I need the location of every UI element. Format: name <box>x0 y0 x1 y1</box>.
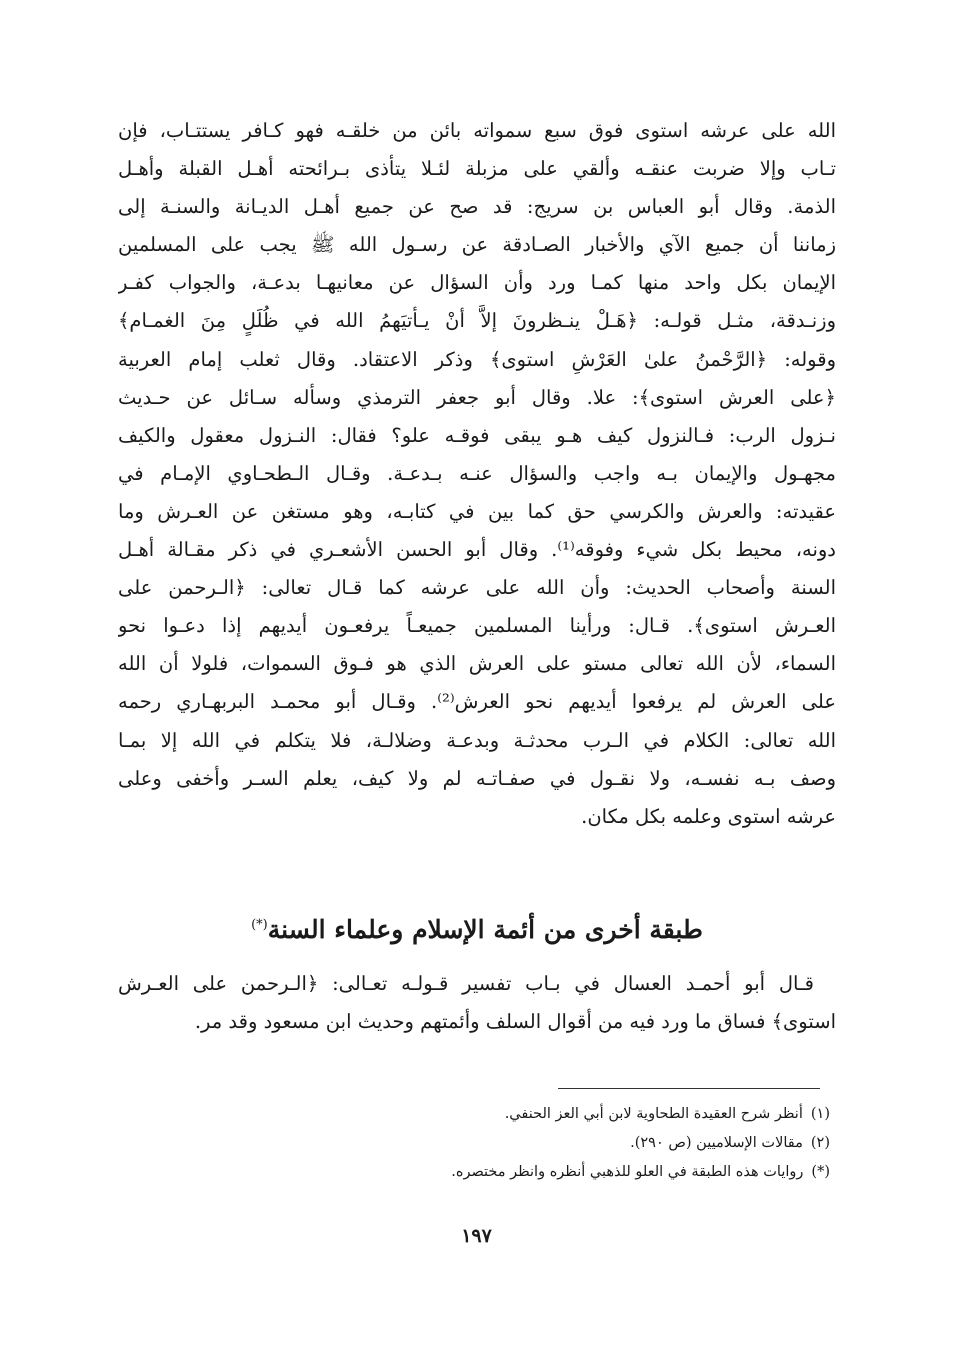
second-paragraph <box>118 965 836 1041</box>
text-line: الإيمان بكل واحد منها كمـا ورد وأن السؤال عن معانيهـا بدعـة، والجواب كفـر <box>118 271 836 295</box>
page-number: ١٩٧ <box>461 1225 492 1247</box>
text-line: مجهـول والإيمان بـه واجب والسؤال عنـه بـدعـة. وقـال الـطحـاوي الإمـام في <box>118 461 836 485</box>
text-line: دونه، محيط بكل شيء وفوقه⁽¹⁾. وقال أبو الحسن الأشعـري في ذكر مقـالة أهـل <box>118 538 836 562</box>
footnote-separator <box>558 1088 820 1089</box>
text-line: السماء، لأن الله تعالى مستو على العرش الذي هو فـوق السموات، فلولا أن الله <box>118 652 836 676</box>
text-line: عقيدته: والعرش والكرسي حق كما بين في كتابـه، وهو مستغن عن العـرش وما <box>118 499 836 523</box>
text-line: وصف بـه نفسـه، ولا نقـول في صفـاتـه لم ولا كيف، يعلم السـر وأخفى وعلى <box>118 766 836 790</box>
text-line: السنة وأصحاب الحديث: وأن الله على عرشه كما قـال تعالى: ﴿الـرحمن على <box>118 576 836 600</box>
footnote-mark: (١) <box>810 1106 830 1122</box>
text-line: الله على عرشه استوى فوق سبع سمواته بائن من خلقـه فهو كـافر يستتـاب، فإن <box>118 119 836 142</box>
heading-text: طبقة أخرى من أئمة الإسلام وعلماء السنة <box>267 915 703 944</box>
text-line: وقوله: ﴿الرَّحْمنُ علىٰ العَرْشِ استوى﴾ وذكر الاعتقاد. وقال ثعلب إمام العربية <box>118 347 836 371</box>
section-heading <box>118 908 836 952</box>
text-line: الذمة. وقال أبو العباس بن سريج: قد صح عن جميع أهـل الديـانة والسنـة إلى <box>118 195 836 219</box>
footnote-mark: (٢) <box>810 1135 830 1151</box>
footnote-2 <box>118 1129 830 1158</box>
text-line: على العرش لم يرفعوا أيديهم نحو العرش⁽²⁾. وقـال أبو محمـد البربهـاري رحمه <box>118 690 836 714</box>
text-line: وزنـدقة، مثـل قولـه: ﴿هَـلْ ينـظرونَ إلاَّ أنْ يـأتيَهمُ الله في ظُلَلٍ مِنَ الغمـام﴾ <box>118 309 836 333</box>
text-line: زماننا أن جميع الآي والأخبار الصـادقة عن رسـول الله ﷺ يجب على المسلمين <box>118 233 836 257</box>
heading-footnote-mark: (*) <box>251 917 268 933</box>
footnote-mark: (*) <box>811 1164 830 1180</box>
text-line: قـال أبو أحمـد العسال في بـاب تفسير قـولـه تعـالى: ﴿الـرحمن على العـرش <box>118 972 814 995</box>
main-paragraph <box>118 112 836 836</box>
text-line: نـزول الرب: فـالنزول كيف هـو يبقى فوقـه علو؟ فقال: النـزول معقول والكيف <box>118 423 836 447</box>
text-line: تـاب وإلا ضربت عنقـه وألقي على مزبلة لئـلا يتأذى بـرائحته أهـل القبلة وأهـل <box>118 157 836 181</box>
text-line: استوى﴾ فساق ما ورد فيه من أقوال السلف وأئمتهم وحديث ابن مسعود وقد مر. <box>194 1010 836 1034</box>
footnote-text: روايات هذه الطبقة في العلو للذهبي أنظره وانظر مختصره. <box>451 1164 804 1180</box>
text-line: الله تعالى: الكلام في الـرب محدثـة وبدعـة وضلالـة، فلا يتكلم في الله إلا بمـا <box>118 728 836 752</box>
footnote-text: أنظر شرح العقيدة الطحاوية لابن أبي العز الحنفي. <box>504 1106 803 1122</box>
footnote-1 <box>118 1100 830 1129</box>
footnotes <box>118 1100 830 1187</box>
footnote-3 <box>118 1158 830 1187</box>
footnote-text: مقالات الإسلاميين (ص ٢٩٠). <box>630 1135 803 1151</box>
text-line: عرشه استوى وعلمه بكل مكان. <box>581 804 836 828</box>
text-line: العـرش استوى﴾. قـال: ورأينا المسلمين جميعـاً يرفعـون أيديهم إذا دعـوا نحو <box>118 614 836 638</box>
text-line: ﴿على العرش استوى﴾: علا. وقال أبو جعفر الترمذي وسأله سـائل عن حـديث <box>118 385 836 409</box>
